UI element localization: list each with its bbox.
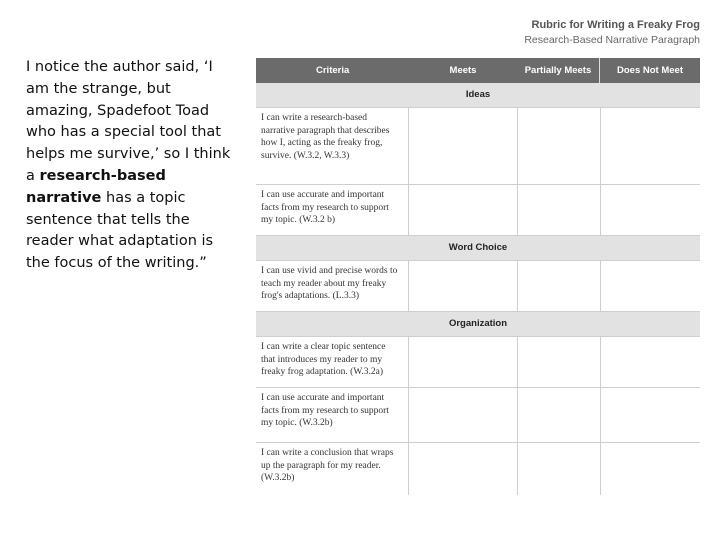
section-ideas: Ideas <box>256 83 700 108</box>
partially-meets-cell <box>518 443 601 495</box>
criteria-cell: I can use vivid and precise words to teach my reader about my freaky frog's adaptations. (L.3.3) <box>256 261 409 311</box>
criteria-cell: I can write a research-based narrative paragraph that describes how I, acting as the freaky frog, survive. (W.3.2, W.3.3) <box>256 108 409 184</box>
table-row <box>256 337 700 388</box>
partially-meets-cell <box>518 261 601 311</box>
rubric-title: Rubric for Writing a Freaky Frog <box>531 19 700 31</box>
does-not-meet-cell <box>601 388 700 442</box>
does-not-meet-cell <box>601 443 700 495</box>
rubric-heading <box>524 19 700 46</box>
quote-text-start: I notice the author said, ‘I am the strange, but amazing, Spadefoot Toad who has a special tool that helps me survive,’ so I think a <box>26 59 231 184</box>
criteria-cell: I can use accurate and important facts from my research to support my topic. (W.3.2b) <box>256 388 409 442</box>
header-does-not-meet: Does Not Meet <box>617 65 683 76</box>
does-not-meet-cell <box>601 261 700 311</box>
table-row <box>256 261 700 312</box>
meets-cell <box>409 108 518 184</box>
criteria-cell: I can write a conclusion that wraps up the paragraph for my reader. (W.3.2b) <box>256 443 409 495</box>
criteria-cell: I can write a clear topic sentence that introduces my reader to my freaky frog adaptation. (W.3.2a) <box>256 337 409 387</box>
header-partially-meets: Partially Meets <box>517 58 600 83</box>
meets-cell <box>409 443 518 495</box>
meets-cell <box>409 337 518 387</box>
section-word-choice: Word Choice <box>256 236 700 261</box>
partially-meets-cell <box>518 185 601 235</box>
criteria-cell: I can use accurate and important facts from my research to support my topic. (W.3.2 b) <box>256 185 409 235</box>
meets-cell <box>409 261 518 311</box>
header-meets: Meets <box>449 65 477 76</box>
does-not-meet-cell <box>601 337 700 387</box>
rubric-table <box>256 58 700 495</box>
table-row <box>256 443 700 495</box>
teacher-quote <box>26 57 236 275</box>
header-criteria: Criteria <box>316 65 350 76</box>
table-row <box>256 185 700 236</box>
table-row <box>256 108 700 185</box>
partially-meets-cell <box>518 108 601 184</box>
does-not-meet-cell <box>601 108 700 184</box>
partially-meets-cell <box>518 388 601 442</box>
meets-cell <box>409 185 518 235</box>
rubric-header-row <box>256 58 700 83</box>
table-row <box>256 388 700 443</box>
meets-cell <box>409 388 518 442</box>
section-organization: Organization <box>256 312 700 337</box>
quote-bold-term: research-based narrative <box>26 167 166 206</box>
partially-meets-cell <box>518 337 601 387</box>
rubric-subtitle: Research-Based Narrative Paragraph <box>524 34 700 46</box>
does-not-meet-cell <box>601 185 700 235</box>
quote-text-end: has a topic sentence that tells the reader what adaptation is the focus of the writing.” <box>26 189 214 272</box>
